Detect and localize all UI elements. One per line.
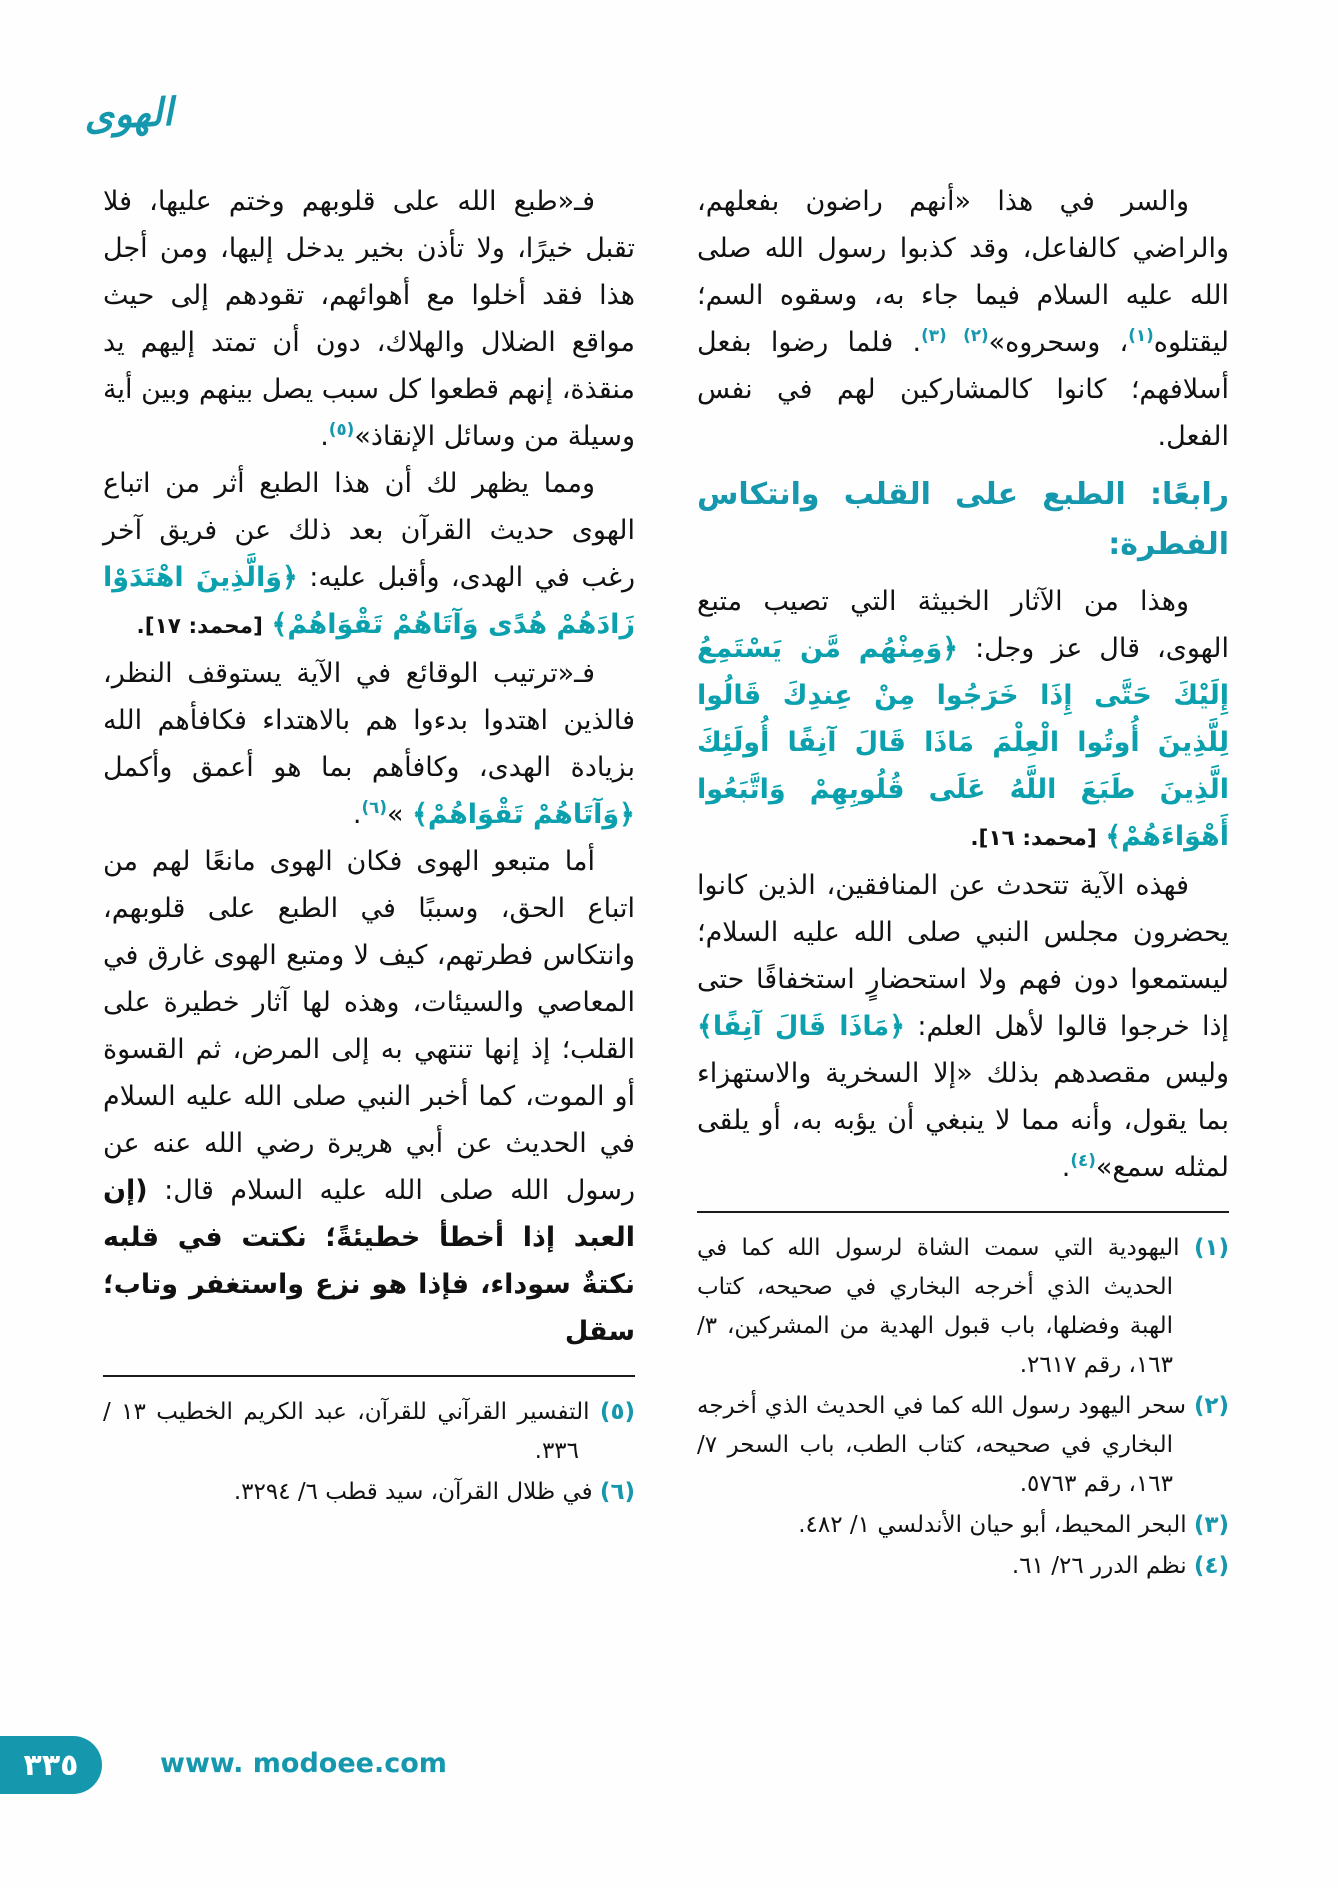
verse-reference: [محمد: ١٧]. [136, 614, 263, 639]
footnote-ref: (١) [1128, 325, 1154, 345]
footnotes-left [103, 1393, 635, 1512]
text-run: وهذا من الآثار الخبيثة التي تصيب متبع الهوى، قال عز وجل: [697, 586, 1229, 664]
text-run: . [352, 799, 362, 830]
running-head-logo: الهوى [82, 89, 175, 139]
footnote-text: البحر المحيط، أبو حيان الأندلسي ١/ ٤٨٢. [798, 1512, 1187, 1538]
column-left [103, 178, 635, 1514]
footnote-separator [697, 1211, 1229, 1213]
footnote-text: اليهودية التي سمت الشاة لرسول الله كما في الحديث الذي أخرجه البخاري في صحيحه، كتاب الهبة وفضلها، باب قبول الهدية من المشركين، ٣/ ١٦٣، رقم ٢٦١٧. [697, 1235, 1180, 1378]
page-number-badge: ٣٣٥ [0, 1736, 102, 1794]
text-run: فـ«طبع الله على قلوبهم وختم عليها، فلا تقبل خيرًا، ولا تأذن بخير يدخل إليها، ومن أجل هذا فقد أخلوا مع أهوائهم، تقودهم إلى حيث مواقع الضلال والهلاك، دون أن تمتد إليهم يد منقذة، إنهم قطعوا كل سبب يصل بينهم وبين أية وسيلة من وسائل الإنقاذ» [103, 186, 635, 452]
footnote-text: في ظلال القرآن، سيد قطب ٦/ ٣٢٩٤. [233, 1479, 593, 1505]
quran-verse: ﴿وَالَّذِينَ اهْتَدَوْا زَادَهُمْ هُدًى وَآتَاهُمْ تَقْوَاهُمْ﴾ [103, 562, 635, 640]
footnote-text: نظم الدرر ٢٦/ ٦١. [1011, 1553, 1187, 1579]
paragraph-secret-of-this [697, 178, 1229, 460]
footnote-text: التفسير القرآني للقرآن، عبد الكريم الخطيب ١٣ / ٣٣٦. [103, 1399, 590, 1464]
text-run [263, 609, 272, 640]
paragraph-guidance-increase [103, 460, 635, 650]
footnote-number: (٣) [1193, 1512, 1229, 1538]
footnote-number: (٦) [599, 1479, 635, 1505]
footnote [103, 1393, 635, 1471]
footnotes-right [697, 1229, 1229, 1586]
footnote-ref: (٤) [1070, 1150, 1096, 1170]
text-run: . فلما رضوا بفعل أسلافهم؛ كانوا كالمشاركين لهم في نفس الفعل. [697, 327, 1229, 452]
text-run: وليس مقصدهم بذلك «إلا السخرية والاستهزاء بما يقول، وأنه مما لا ينبغي أن يؤبه به، أو يلقى لمثله سمع» [697, 1058, 1229, 1183]
quran-verse: ﴿وَمِنْهُم مَّن يَسْتَمِعُ إِلَيْكَ حَتَّى إِذَا خَرَجُوا مِنْ عِندِكَ قَالُوا لِلَّذِينَ أُوتُوا الْعِلْمَ مَاذَا قَالَ آنِفًا أُولَئِكَ الَّذِينَ طَبَعَ اللَّهُ عَلَى قُلُوبِهِمْ وَاتَّبَعُوا أَهْوَاءَهُمْ﴾ [697, 633, 1229, 852]
quran-verse: ﴿مَاذَا قَالَ آنِفًا﴾ [697, 1011, 906, 1042]
footnote-ref: (٥) [328, 419, 355, 439]
text-run: أما متبعو الهوى فكان الهوى مانعًا لهم من اتباع الحق، وسببًا في الطبع على قلوبهم، وانتكاس فطرتهم، كيف لا ومتبع الهوى غارق في المعاصي والسيئات، وهذه لها آثار خطيرة على القلب؛ إذ إنها تنتهي به إلى المرض، ثم القسوة أو الموت، كما أخبر النبي صلى الله عليه السلام في الحديث عن أبي هريرة رضي الله عنه عن رسول الله صلى الله عليه السلام قال: [103, 846, 635, 1206]
paragraph-order-of-events [103, 650, 635, 838]
footnote [697, 1506, 1229, 1545]
text-run: . [1061, 1152, 1071, 1183]
footnote-ref: (٦) [361, 797, 387, 817]
text-run: » [386, 799, 413, 830]
footnote-number: (٥) [599, 1399, 635, 1425]
text-run: . [320, 421, 329, 452]
footnote [103, 1473, 635, 1512]
footnote [697, 1387, 1229, 1504]
footnote-separator [103, 1375, 635, 1377]
text-run: فـ«ترتيب الوقائع في الآية يستوقف النظر، فالذين اهتدوا بدءوا هم بالاهتداء فكافأهم الله بزيادة الهدى، وكافأهم بما هو أعمق وأكمل [103, 658, 635, 783]
footnote-number: (١) [1193, 1235, 1230, 1261]
text-run: ومما يظهر لك أن هذا الطبع أثر من اتباع الهوى حديث القرآن بعد ذلك عن فريق آخر رغب في الهدى، وأقبل عليه: [103, 468, 636, 593]
footnote-number: (٤) [1193, 1553, 1229, 1579]
column-right [697, 178, 1229, 1588]
text-run: والسر في هذا «أنهم راضون بفعلهم، والراضي كالفاعل، وقد كذبوا رسول الله صلى الله عليه السلام فيما جاء به، وسقوه السم؛ ليقتلوه [697, 186, 1230, 358]
footnote-number: (٢) [1193, 1393, 1230, 1419]
paragraph-hypocrites [697, 862, 1229, 1191]
verse-reference: [محمد: ١٦]. [970, 826, 1097, 851]
quran-verse: ﴿وَآتَاهُمْ تَقْوَاهُمْ﴾ [412, 799, 635, 830]
text-columns [103, 178, 1229, 1588]
paragraph-seal-on-hearts [103, 178, 635, 460]
text-run: فهذه الآية تتحدث عن المنافقين، الذين كانوا يحضرون مجلس النبي صلى الله عليه السلام؛ ليستمعوا دون فهم ولا استحضارٍ استخفافًا حتى إذا خرجوا قالوا لأهل العلم: [697, 870, 1229, 1042]
footnote-ref: (٢) (٣) [921, 325, 989, 345]
text-run: ، وسحروه» [988, 327, 1129, 358]
footnote [697, 1229, 1229, 1385]
paragraph-followers-of-desire [103, 838, 635, 1355]
footnote [697, 1547, 1229, 1586]
hadith-text: (إن العبد إذا أخطأ خطيئةً؛ نكتت في قلبه نكتةٌ سوداء، فإذا هو نزع واستغفر وتاب؛ سقل [103, 1175, 635, 1347]
paragraph-evil-effects [697, 578, 1229, 862]
footnote-text: سحر اليهود رسول الله كما في الحديث الذي أخرجه البخاري في صحيحه، كتاب الطب، باب السحر ٧/ ١٦٣، رقم ٥٧٦٣. [697, 1393, 1187, 1497]
section-heading-fourthly: رابعًا: الطبع على القلب وانتكاس الفطرة: [697, 477, 1229, 562]
website-url[interactable]: www. modoee.com [160, 1748, 447, 1779]
